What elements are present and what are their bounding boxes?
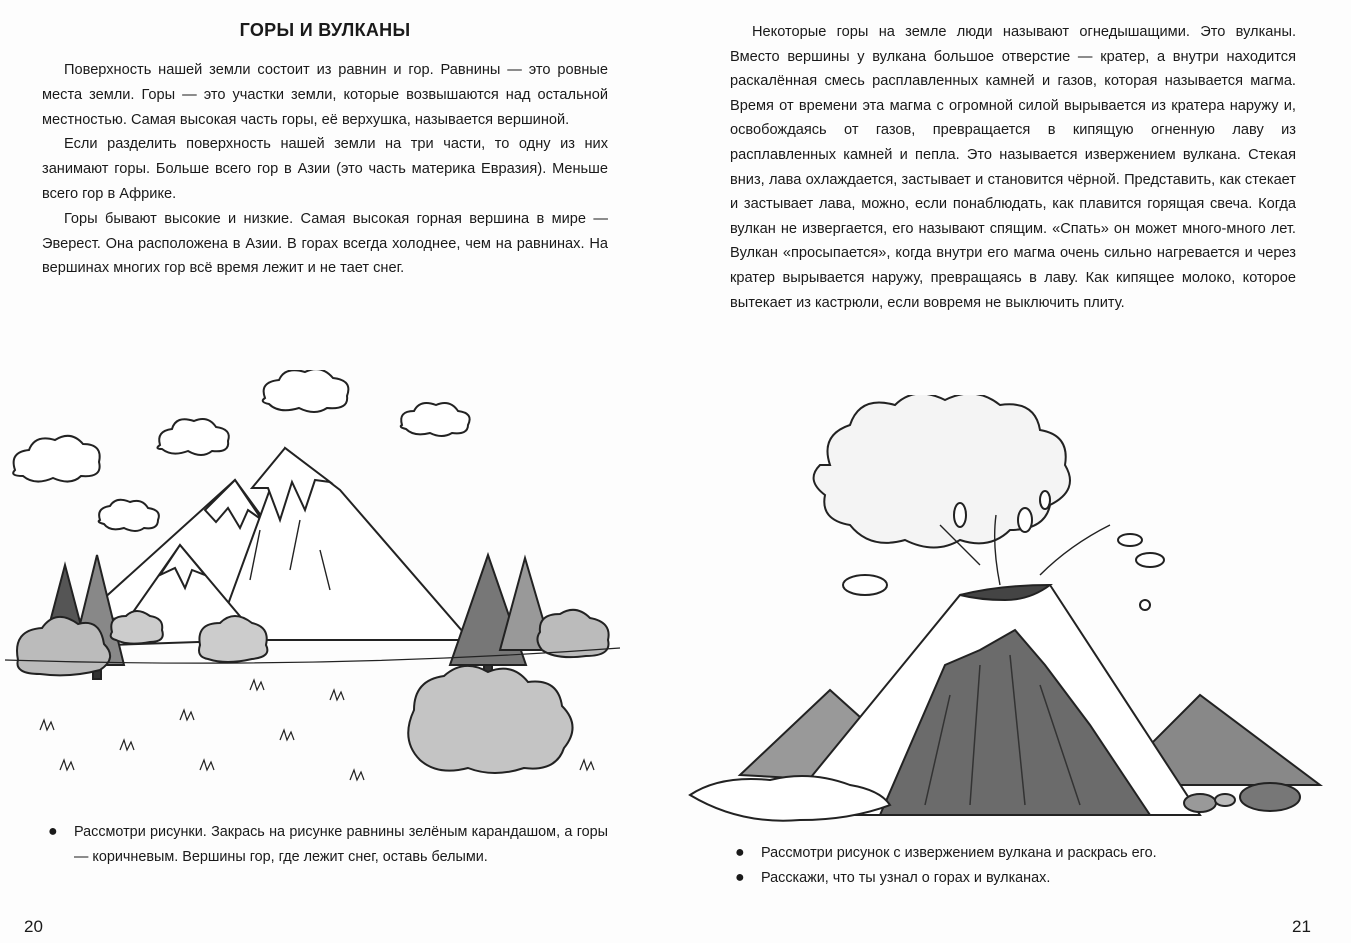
right-tasks: [735, 841, 1295, 890]
volcano-illustration: [680, 395, 1351, 835]
cloud: [263, 370, 349, 412]
volcano-cone: [780, 585, 1200, 815]
paragraph: Горы бывают высокие и низкие. Самая высокая горная вершина в мире — Эверест. Она расположена в Азии. В горах всегда холоднее, чем на равнинах. На вершинах многих гор всё время лежит и не тает снег.: [42, 210, 608, 277]
page-number: 20: [24, 917, 43, 936]
task-text: Рассмотри рисунок с извержением вулкана и раскрась его.: [761, 845, 1157, 861]
left-tasks: [48, 820, 608, 869]
task-item: [735, 866, 1295, 891]
left-page: [0, 0, 660, 943]
cloud: [13, 436, 99, 482]
page-number: 21: [1292, 917, 1311, 936]
page-title: ГОРЫ И ВУЛКАНЫ: [239, 20, 411, 40]
left-body-text: [42, 58, 608, 281]
paragraph: Поверхность нашей земли состоит из равнин и гор. Равнины — это ровные места земли. Горы — это участки земли, которые возвышаются над остальной местностью. Самая высокая часть горы, её верхушка, называется вершиной.: [42, 62, 608, 128]
mountain-main: [215, 448, 470, 640]
cloud: [99, 500, 159, 531]
trees-right: [450, 555, 552, 677]
cloud: [401, 403, 470, 436]
front-bush: [408, 666, 572, 773]
paragraph: Если разделить поверхность нашей земли на три части, то одну из них занимают горы. Больше всего гор в Азии (это часть материка Евразия). Меньше всего гор в Африке.: [42, 136, 608, 202]
bullet-icon: ●: [735, 844, 745, 861]
task-item: [48, 820, 608, 869]
cloud: [157, 419, 228, 455]
task-text: Расскажи, что ты узнал о горах и вулканах.: [761, 869, 1051, 886]
bullet-icon: ●: [48, 823, 58, 840]
bullet-icon: ●: [735, 868, 745, 886]
paragraph: Некоторые горы на земле люди называют огнедышащими. Это вулканы. Вместо вершины у вулкана большое отверстие — кратер, а внутри находится раскалённая смесь расплавленных камней и газов, которая называется магма. Время от времени эта магма с огромной силой вырывается из кратера наружу и, освобождаясь от газов, превращается в кипящую огненную лаву из расплавленных камней и пепла. Это называется извержением вулкана. Стекая вниз, лава охлаждается, застывает и становится чёрной. Представить, как стекает и застывает лава, можно, если понаблюдать, как плавится горящая свеча. Когда вулкан не извергается, его называют спящим. «Спать» он может много-много лет. Вулкан «просыпается», когда внутри его магма очень сильно нагревается и через кратер вырывается наружу, превращаясь в лаву. Как кипящее молоко, которое вытекает из кастрюли, если вовремя не выключить плиту.: [730, 24, 1296, 311]
rocks: [1184, 783, 1300, 812]
task-item: [735, 841, 1295, 866]
mountains-illustration: [0, 370, 640, 810]
right-body-text: [730, 20, 1296, 315]
right-page: [680, 0, 1351, 943]
task-text: Рассмотри рисунки. Закрась на рисунке равнины зелёным карандашом, а горы — коричневым. Вершины гор, где лежит снег, оставь белыми.: [74, 824, 608, 865]
